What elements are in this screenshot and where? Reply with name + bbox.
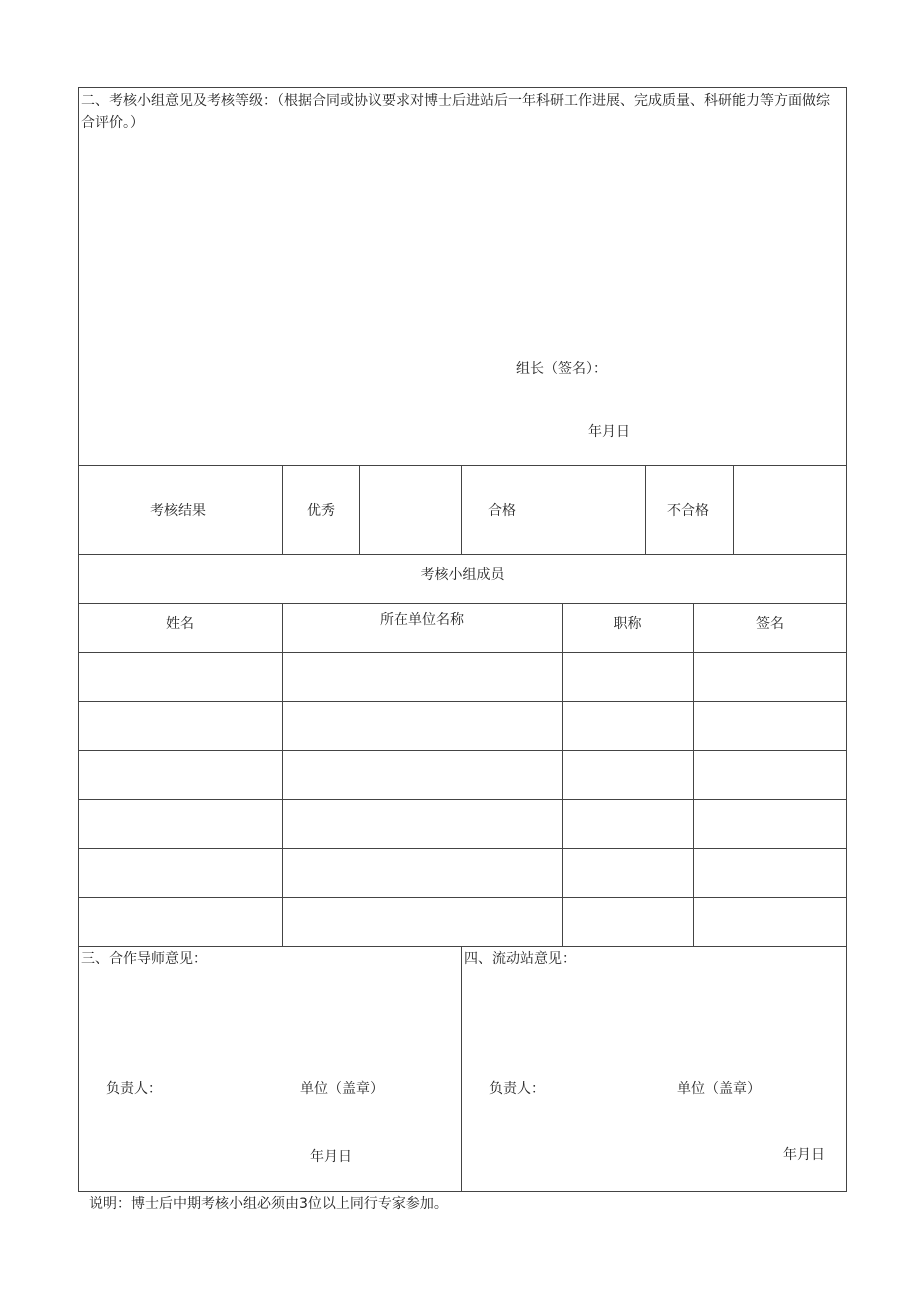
section3-unit-stamp-label: 单位（盖章）: [300, 1081, 384, 1097]
section4-date-label: 年月日: [783, 1147, 825, 1163]
divider: [645, 465, 646, 554]
section4-unit-stamp-label: 单位（盖章）: [677, 1081, 761, 1097]
member-row-6[interactable]: [79, 898, 846, 945]
section2-opinion-area[interactable]: [80, 140, 845, 350]
members-header-signature: 签名: [756, 616, 784, 632]
member-row-4[interactable]: [79, 800, 846, 847]
divider: [78, 946, 847, 947]
section4-heading: 四、流动站意见：: [464, 951, 576, 967]
divider: [282, 465, 283, 554]
leader-signature-label: 组长（签名）：: [516, 361, 607, 377]
section2-heading: 二、考核小组意见及考核等级：（根据合同或协议要求对博士后进站后一年科研工作进展、完成质量、科研能力等方面做综合评价。）: [81, 93, 830, 131]
result-option-fail: 不合格: [667, 503, 709, 519]
fail-checkbox-cell[interactable]: [734, 466, 845, 553]
member-row-1[interactable]: [79, 653, 846, 700]
section3-opinion-area[interactable]: [80, 972, 460, 1072]
leader-signature-field[interactable]: [620, 356, 820, 382]
divider: [78, 465, 847, 466]
member-row-5[interactable]: [79, 849, 846, 896]
excellent-checkbox-cell[interactable]: [360, 466, 460, 553]
section4-opinion-area[interactable]: [463, 972, 845, 1072]
divider: [461, 465, 462, 554]
member-row-2[interactable]: [79, 702, 846, 749]
member-row-3[interactable]: [79, 751, 846, 798]
section3-responsible-label: 负责人：: [106, 1081, 162, 1097]
members-header-title: 职称: [613, 616, 642, 632]
section2-date-label: 年月日: [588, 424, 630, 440]
divider: [78, 554, 847, 555]
divider: [78, 603, 847, 604]
result-option-pass: 合格: [488, 503, 516, 519]
members-header-name: 姓名: [166, 616, 194, 632]
result-label: 考核结果: [150, 503, 206, 519]
result-option-excellent: 优秀: [307, 503, 335, 519]
section3-heading: 三、合作导师意见：: [81, 951, 207, 967]
divider: [461, 946, 462, 1192]
section4-responsible-label: 负责人：: [489, 1081, 545, 1097]
footnote: 说明：博士后中期考核小组必须由3位以上同行专家参加。: [89, 1196, 448, 1212]
section3-date-label: 年月日: [310, 1149, 352, 1165]
members-title: 考核小组成员: [420, 567, 505, 583]
members-header-unit: 所在单位名称: [380, 612, 464, 628]
